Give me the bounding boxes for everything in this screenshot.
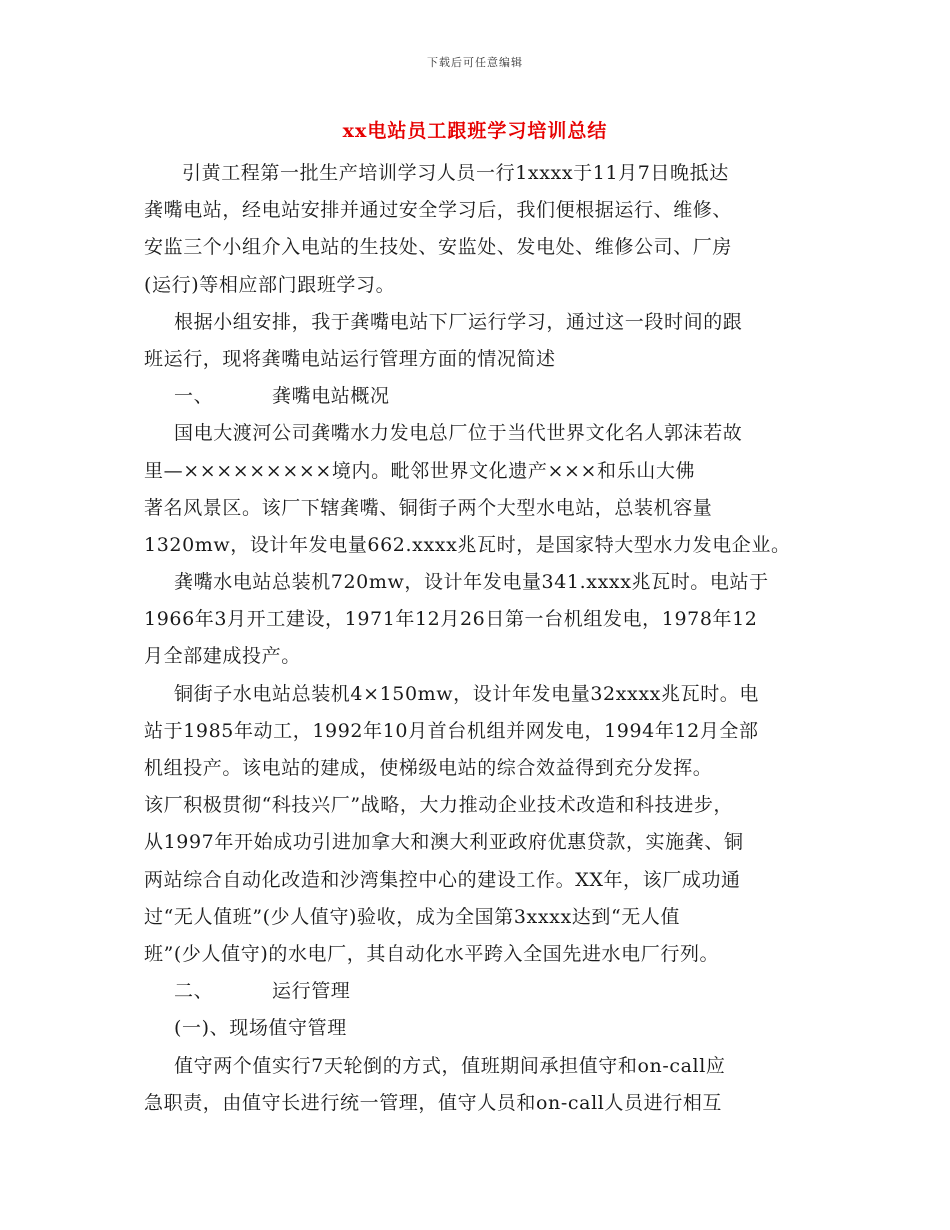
paragraph-line: 1966年3月开工建设，1971年12月26日第一台机组发电，1978年12 [144,608,758,631]
paragraph-line: 班”(少人值守)的水电厂，其自动化水平跨入全国先进水电厂行列。 [144,942,720,965]
section-heading-2 [144,973,808,1010]
paragraph-line: 月全部建成投产。 [144,645,301,668]
paragraph-line: 龚嘴水电站总装机720mw，设计年发电量341.xxxx兆瓦时。电站于 [174,571,769,594]
paragraph-line: 从1997年开始成功引进加拿大和澳大利亚政府优惠贷款，实施龚、铜 [144,831,744,854]
document-body [144,155,808,1122]
section-number: 二、 [174,980,214,1003]
section-heading-1 [144,378,808,415]
paragraph-line: 该厂积极贯彻“科技兴厂”战略，大力推动企业技术改造和科技进步， [144,794,734,817]
paragraph-line: 里—×××××××××境内。毗邻世界文化遗产×××和乐山大佛 [144,459,696,482]
paragraph-line: 安监三个小组介入电站的生技处、安监处、发电处、维修公司、厂房 [144,236,733,259]
section-title: 运行管理 [272,980,351,1003]
paragraph-line: 过“无人值班”(少人值守)验收，成为全国第3xxxx达到“无人值 [144,905,681,928]
subsection-heading: (一)、现场值守管理 [174,1017,347,1040]
paragraph-line: 国电大渡河公司龚嘴水力发电总厂位于当代世界文化名人郭沫若故 [174,422,743,445]
paragraph-line: 站于1985年动工，1992年10月首台机组并网发电，1994年12月全部 [144,719,759,742]
paragraph-line: 两站综合自动化改造和沙湾集控中心的建设工作。XX年，该厂成功通 [144,868,741,891]
paragraph-line: 值守两个值实行7天轮倒的方式，值班期间承担值守和on-call应 [174,1054,726,1077]
paragraph-line: 机组投产。该电站的建成，使梯级电站的综合效益得到充分发挥。 [144,757,713,779]
paragraph-line: (运行)等相应部门跟班学习。 [144,273,396,296]
paragraph-line: 根据小组安排，我于龚嘴电站下厂运行学习，通过这一段时间的跟 [174,310,743,333]
paragraph-line: 龚嘴电站，经电站安排并通过安全学习后，我们便根据运行、维修、 [144,199,733,222]
paragraph-line: 1320mw，设计年发电量662.xxxx兆瓦时，是国家特大型水力发电企业。 [144,533,791,556]
section-number: 一、 [174,385,214,408]
section-title: 龚嘴电站概况 [272,385,390,408]
paragraph-line: 急职责，由值守长进行统一管理，值守人员和on-call人员进行相互 [144,1091,723,1114]
paragraph-line: 班运行，现将龚嘴电站运行管理方面的情况简述 [144,347,556,370]
header-note: 下载后可任意编辑 [427,56,523,69]
paragraph-line: 引黄工程第一批生产培训学习人员一行1xxxx于11月7日晚抵达 [182,162,729,184]
paragraph-line: 著名风景区。该厂下辖龚嘴、铜街子两个大型水电站，总装机容量 [144,496,713,519]
document-title: xx电站员工跟班学习培训总结 [342,120,608,142]
paragraph-line: 铜街子水电站总装机4×150mw，设计年发电量32xxxx兆瓦时。电 [174,682,759,705]
